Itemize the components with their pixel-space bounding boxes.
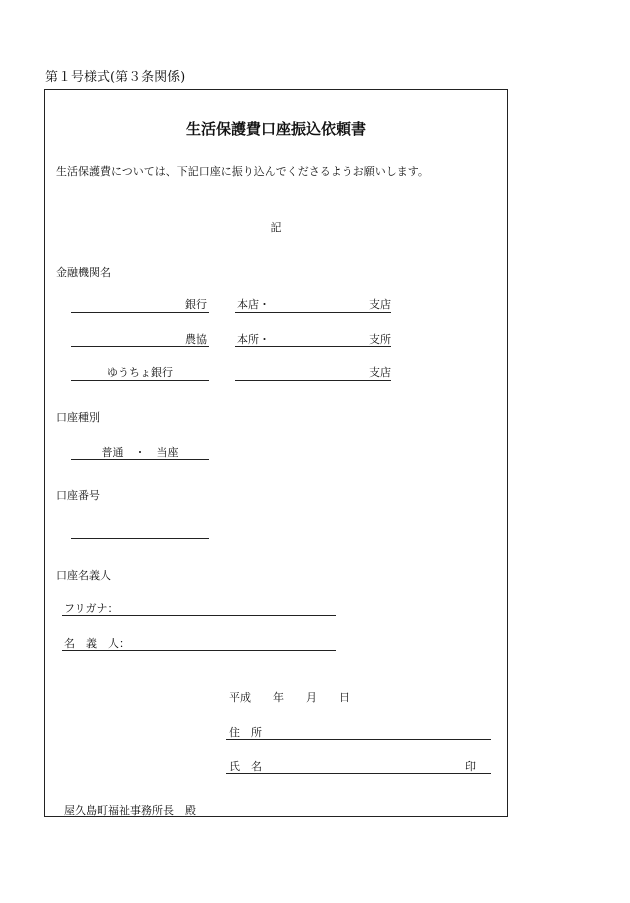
- bank-type-label: 銀行: [185, 298, 207, 311]
- bank-type-label: 農協: [185, 333, 207, 346]
- seal-label: 印: [465, 760, 476, 773]
- account-type-heading: 口座種別: [56, 411, 100, 424]
- holder-heading: 口座名義人: [56, 569, 111, 582]
- form-title: 生活保護費口座振込依頼書: [185, 120, 366, 138]
- address-line: [226, 739, 491, 740]
- address-label: 住 所: [229, 726, 262, 739]
- account-number-line: [71, 538, 209, 539]
- branch-line: [235, 380, 391, 381]
- holder-name-line: [62, 650, 336, 651]
- furigana-label: フリガナ：: [64, 602, 119, 615]
- bank-name-line: [71, 312, 209, 313]
- furigana-line: [62, 615, 336, 616]
- holder-name-label: 名 義 人：: [64, 637, 130, 650]
- branch-prefix: 本所・: [237, 333, 270, 346]
- branch-suffix: 支店: [369, 366, 391, 379]
- bank-type-label: ゆうちょ銀行: [107, 366, 173, 379]
- intro-text: 生活保護費については、下記口座に振り込んでくださるようお願いします。: [56, 165, 429, 178]
- account-number-heading: 口座番号: [56, 489, 100, 502]
- branch-line: [235, 312, 391, 313]
- signer-line: [226, 773, 491, 774]
- form-frame: [44, 89, 508, 817]
- branch-suffix: 支所: [369, 333, 391, 346]
- bank-name-line: [71, 380, 209, 381]
- date-line: 平成 年 月 日: [229, 691, 350, 704]
- form-number-label: 第１号様式(第３条関係): [45, 70, 186, 85]
- branch-suffix: 支店: [369, 298, 391, 311]
- branch-prefix: 本店・: [237, 298, 270, 311]
- ki-label: 記: [270, 221, 282, 234]
- account-type-options: 普通 ・ 当座: [101, 446, 179, 459]
- addressee-text: 屋久島町福祉事務所長 殿: [64, 804, 196, 817]
- signer-label: 氏 名: [229, 760, 262, 773]
- bank-section-heading: 金融機関名: [56, 266, 111, 279]
